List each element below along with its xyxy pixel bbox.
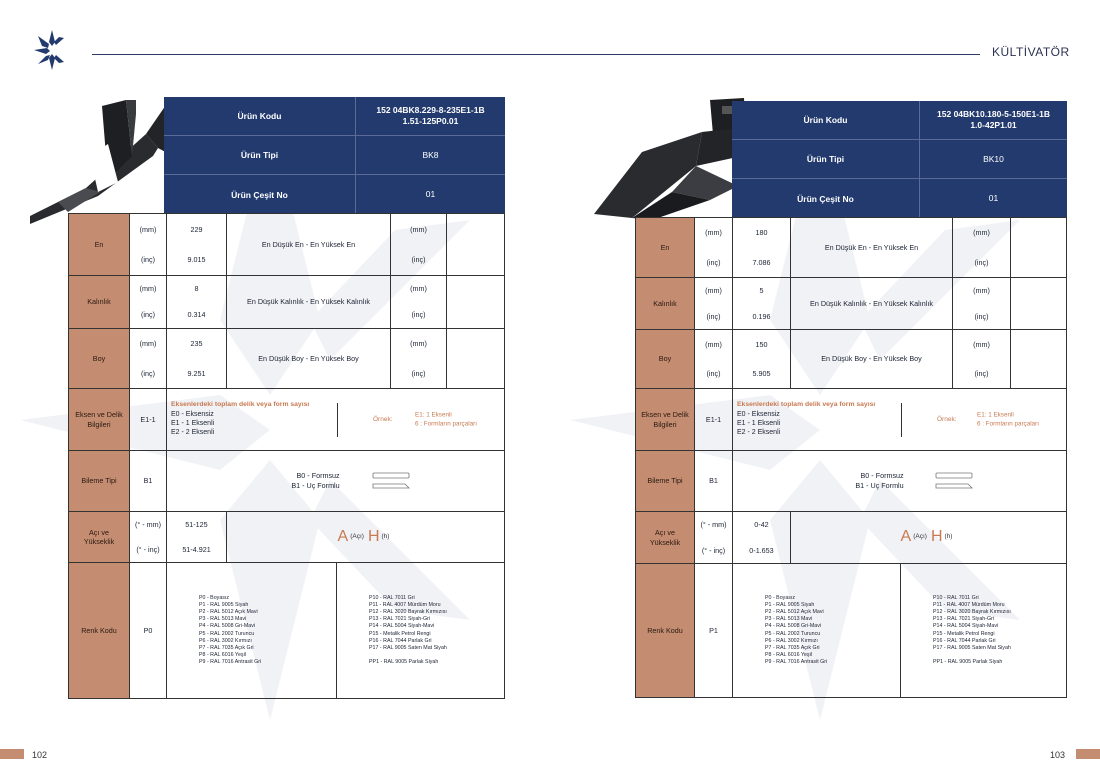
row-aci (636, 511, 1066, 563)
unit-cell: (mm) (inç) (694, 330, 732, 388)
unit-cell: (mm) (inç) (129, 276, 166, 328)
range-kalinlik: En Düşük Kalınlık - En Yüksek Kalınlık (226, 276, 390, 328)
eksen-e0: E0 - Eksensiz (737, 411, 780, 419)
color-code-item: P12 - RAL 3020 Bayrak Kırmızısı (933, 609, 1011, 616)
footer-bar (1076, 749, 1100, 759)
color-code-item: P7 - RAL 7035 Açık Gri (765, 644, 820, 651)
label-urun-tipi: Ürün Tipi (806, 154, 845, 164)
color-code-item: P14 - RAL 5004 Siyah-Mavi (933, 623, 999, 630)
eksen-e1: E1 - 1 Eksenli (171, 420, 215, 428)
color-list-right (900, 564, 1066, 697)
section-title: KÜLTİVATÖR (992, 45, 1070, 59)
eksen-e0: E0 - Eksensiz (171, 411, 214, 419)
unit-cell: (mm) (inç) (952, 218, 1010, 277)
label-aci: Açı ve Yükseklik (69, 512, 129, 562)
row-kalinlik (69, 275, 504, 328)
page-number: 103 (1050, 750, 1066, 760)
color-code-item: P6 - RAL 3002 Kırmızı (765, 637, 818, 644)
label-en: En (636, 218, 694, 277)
eksen-title: Eksenlerdeki toplam delik veya form sayısı (737, 401, 876, 409)
color-code-item: P6 - RAL 3002 Kırmızı (199, 637, 252, 644)
range-en: En Düşük En - En Yüksek En (790, 218, 952, 277)
color-list-left (166, 563, 336, 698)
empty-cell (446, 276, 504, 328)
divider (337, 403, 338, 437)
color-code-item: P7 - RAL 7035 Açık Gri (199, 644, 254, 651)
color-code-item: P17 - RAL 9005 Saten Mat Siyah (369, 644, 447, 651)
empty-cell (446, 329, 504, 388)
empty-cell (1010, 278, 1066, 329)
row-en (636, 217, 1066, 277)
product-code: 152 04BK10.180-5-150E1-1B 1.0-42P1.01 (919, 101, 1067, 139)
color-code-item: P16 - RAL 7044 Parlak Gri (933, 637, 996, 644)
footer-bar (0, 749, 24, 759)
color-code-item: P8 - RAL 6016 Yeşil (199, 651, 246, 658)
label-en: En (69, 214, 129, 275)
color-code-item: P2 - RAL 5012 Açık Mavi (199, 609, 258, 616)
spec-table (68, 213, 505, 699)
label-urun-tipi: Ürün Tipi (240, 150, 279, 160)
color-code-item: P8 - RAL 6016 Yeşil (765, 651, 812, 658)
ornek-label: Örnek: (373, 415, 393, 423)
unit-cell: (mm) (inç) (390, 276, 446, 328)
eksen-e1: E1 - 1 Eksenli (737, 420, 781, 428)
color-code-item: P5 - RAL 2002 Turuncu (765, 630, 821, 637)
bileme-legend: B0 - Formsuz B1 - Uç Formlu (855, 470, 904, 490)
bileme-info (732, 451, 1066, 511)
label-bileme: Bileme Tipi (69, 451, 129, 511)
color-list-left (732, 564, 900, 697)
aci-legend: A (Açı) H (h) (226, 512, 504, 562)
label-eksen: Eksen ve Delik Bilgileri (636, 389, 694, 450)
color-code-item: P4 - RAL 5008 Gri-Mavi (199, 623, 256, 630)
range-boy: En Düşük Boy - En Yüksek Boy (226, 329, 390, 388)
product-header-table (732, 101, 1067, 218)
product-header-table (164, 97, 505, 214)
divider (901, 403, 902, 437)
color-code-item: P11 - RAL 4007 Mürdüm Moru (369, 602, 441, 608)
label-bileme: Bileme Tipi (636, 451, 694, 511)
color-code-item: P11 - RAL 4007 Mürdüm Moru (933, 602, 1005, 608)
color-code-item: P12 - RAL 3020 Bayrak Kırmızısı (369, 609, 447, 616)
row-bileme (636, 450, 1066, 511)
ornek-notes: E1: 1 Eksenli 6 : Formların parçaları (977, 411, 1039, 428)
row-boy (636, 329, 1066, 388)
product-variant: 01 (355, 175, 505, 214)
aci-legend: A (Açı) H (h) (790, 512, 1066, 563)
ornek-notes: E1: 1 Eksenli 6 : Formların parçaları (415, 411, 477, 428)
row-renk (69, 562, 504, 698)
label-urun-kodu: Ürün Kodu (803, 115, 848, 125)
color-code-item: P2 - RAL 5012 Açık Mavi (765, 609, 824, 616)
spacer (933, 652, 1011, 659)
unit-cell: (mm) (inç) (390, 214, 446, 275)
value-eksen: E1-1 (694, 389, 732, 450)
empty-cell (446, 214, 504, 275)
row-eksen (69, 388, 504, 450)
color-code-item: P9 - RAL 7016 Antrasit Gri (765, 659, 828, 666)
product-type: BK8 (355, 136, 505, 174)
color-code-item: P15 - Metalik Petrol Rengi (933, 630, 995, 637)
value-kalinlik: 8 0.314 (166, 276, 226, 328)
color-code-item: P13 - RAL 7021 Siyah-Gri (369, 616, 431, 623)
label-renk: Renk Kodu (636, 564, 694, 697)
right-page (550, 0, 1100, 778)
label-boy: Boy (69, 329, 129, 388)
color-code-item: P4 - RAL 5008 Gri-Mavi (765, 623, 822, 630)
label-aci: Açı ve Yükseklik (636, 512, 694, 563)
label-urun-kodu: Ürün Kodu (237, 111, 282, 121)
color-code-item: P15 - Metalik Petrol Rengi (369, 630, 431, 637)
color-code-item: P0 - Boyasız (765, 594, 796, 601)
eksen-info (166, 389, 504, 450)
value-bileme: B1 (129, 451, 166, 511)
unit-cell: (mm) (inç) (952, 278, 1010, 329)
eksen-info (732, 389, 1066, 450)
value-aci: 0-42 0-1.653 (732, 512, 790, 563)
spec-table (635, 217, 1067, 698)
color-code-item: P0 - Boyasız (199, 594, 230, 601)
value-boy: 150 5.905 (732, 330, 790, 388)
label-urun-cesit: Ürün Çeşit No (797, 193, 854, 204)
unit-cell: (mm) (inç) (694, 278, 732, 329)
product-variant: 01 (919, 179, 1067, 218)
row-bileme (69, 450, 504, 511)
empty-cell (1010, 218, 1066, 277)
value-renk: P1 (694, 564, 732, 697)
row-boy (69, 328, 504, 388)
bileme-legend: B0 - Formsuz B1 - Uç Formlu (291, 470, 340, 490)
unit-cell: (° - mm) (° - inç) (129, 512, 166, 562)
unit-cell: (mm) (inç) (390, 329, 446, 388)
color-code-item: PP1 - RAL 9005 Parlak Siyah (369, 658, 439, 665)
value-en: 180 7.086 (732, 218, 790, 277)
eksen-e2: E2 - 2 Eksenli (737, 429, 781, 437)
eksen-e2: E2 - 2 Eksenli (171, 429, 215, 437)
unit-cell: (° - mm) (° - inç) (694, 512, 732, 563)
label-eksen: Eksen ve Delik Bilgileri (69, 389, 129, 450)
color-code-item: P3 - RAL 5013 Mavi (199, 616, 247, 623)
row-renk (636, 563, 1066, 697)
value-aci: 51-125 51-4.921 (166, 512, 226, 562)
bileme-info (166, 451, 504, 511)
empty-cell (1010, 330, 1066, 388)
unit-cell: (mm) (inç) (694, 218, 732, 277)
label-kalinlik: Kalınlık (69, 276, 129, 328)
row-en (69, 213, 504, 275)
page-number: 102 (32, 750, 48, 760)
row-eksen (636, 388, 1066, 450)
color-code-item: P10 - RAL 7011 Gri (933, 594, 979, 601)
bileme-shapes-icon (935, 471, 975, 493)
value-bileme: B1 (694, 451, 732, 511)
label-renk: Renk Kodu (69, 563, 129, 698)
value-en: 229 9.015 (166, 214, 226, 275)
color-list-right (336, 563, 504, 698)
spacer (369, 652, 447, 659)
color-code-item: P5 - RAL 2002 Turuncu (199, 630, 255, 637)
value-eksen: E1-1 (129, 389, 166, 450)
color-code-item: P16 - RAL 7044 Parlak Gri (369, 637, 432, 644)
value-renk: P0 (129, 563, 166, 698)
color-code-item: P10 - RAL 7011 Gri (369, 594, 415, 601)
unit-cell: (mm) (inç) (129, 329, 166, 388)
value-boy: 235 9.251 (166, 329, 226, 388)
ornek-label: Örnek: (937, 415, 957, 423)
color-code-item: P17 - RAL 9005 Saten Mat Siyah (933, 644, 1011, 651)
row-aci (69, 511, 504, 562)
bileme-shapes-icon (372, 471, 412, 493)
range-en: En Düşük En - En Yüksek En (226, 214, 390, 275)
unit-cell: (mm) (inç) (129, 214, 166, 275)
product-type: BK10 (919, 140, 1067, 178)
color-code-item: P13 - RAL 7021 Siyah-Gri (933, 616, 995, 623)
range-kalinlik: En Düşük Kalınlık - En Yüksek Kalınlık (790, 278, 952, 329)
color-code-item: PP1 - RAL 9005 Parlak Siyah (933, 658, 1003, 665)
label-urun-cesit: Ürün Çeşit No (231, 189, 288, 200)
product-code: 152 04BK8.229-8-235E1-1B 1.51-125P0.01 (355, 97, 505, 135)
eksen-title: Eksenlerdeki toplam delik veya form sayısı (171, 401, 310, 409)
label-boy: Boy (636, 330, 694, 388)
color-code-item: P9 - RAL 7016 Antrasit Gri (199, 659, 262, 666)
color-code-item: P14 - RAL 5004 Siyah-Mavi (369, 623, 435, 630)
range-boy: En Düşük Boy - En Yüksek Boy (790, 330, 952, 388)
color-code-item: P1 - RAL 9005 Siyah (765, 601, 815, 608)
color-code-item: P3 - RAL 5013 Mavi (765, 616, 813, 623)
label-kalinlik: Kalınlık (636, 278, 694, 329)
row-kalinlik (636, 277, 1066, 329)
color-code-item: P1 - RAL 9005 Siyah (199, 601, 249, 608)
unit-cell: (mm) (inç) (952, 330, 1010, 388)
value-kalinlik: 5 0.196 (732, 278, 790, 329)
